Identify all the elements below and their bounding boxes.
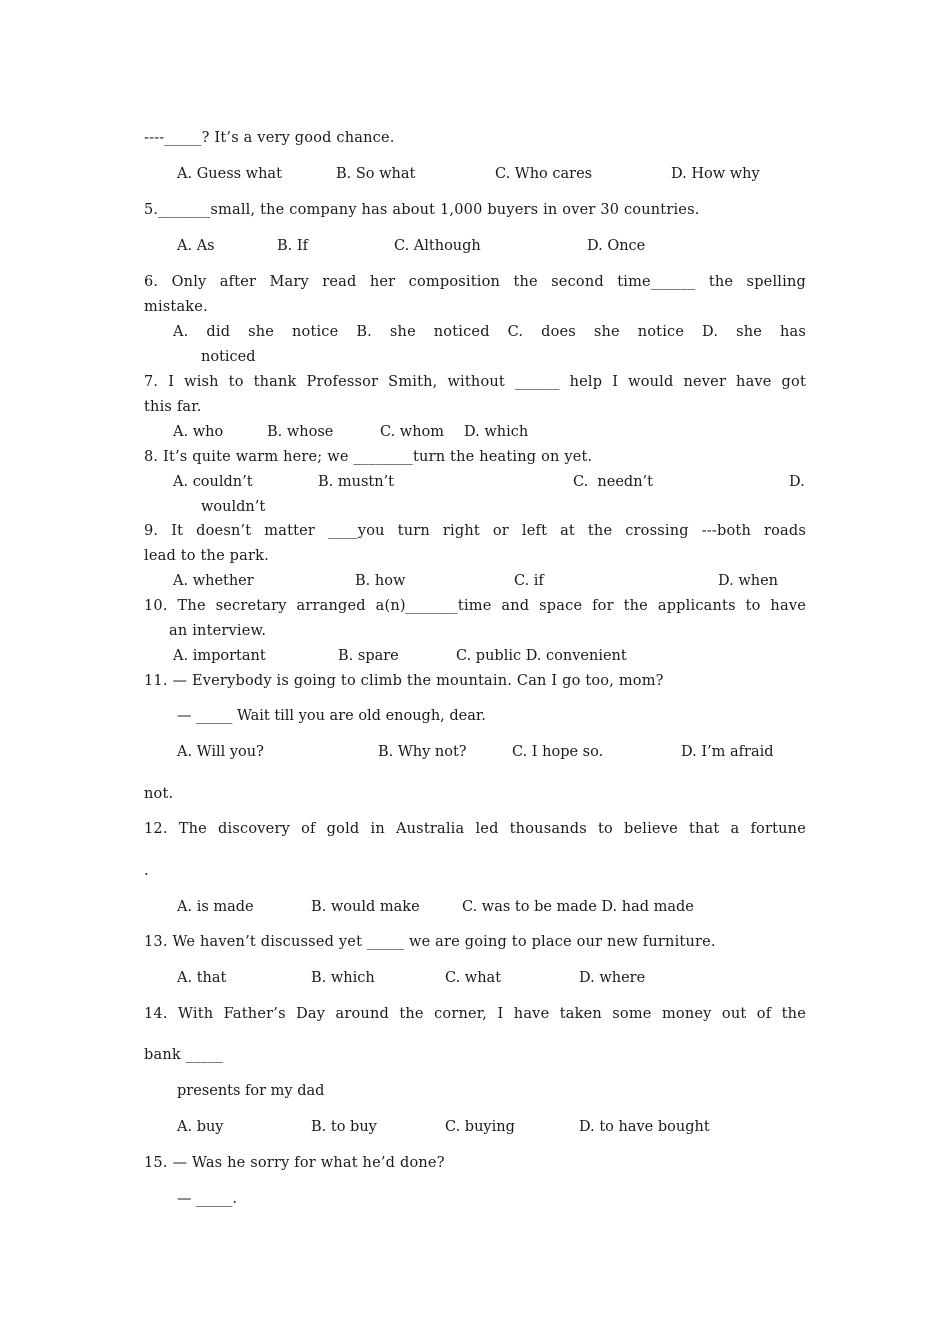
q10-option-b: B. spare <box>338 648 399 664</box>
q7-option-a: A. who <box>173 424 224 440</box>
q14-option-c: C. buying <box>445 1119 515 1135</box>
q9-option-a: A. whether <box>173 573 254 589</box>
q11-option-b: B. Why not? <box>378 744 467 760</box>
q7-option-c: C. whom <box>380 424 445 440</box>
q9-option-c: C. if <box>514 573 544 589</box>
q6-stem-line2: mistake. <box>144 299 208 315</box>
q15-stem: 15. — Was he sorry for what he’d done? <box>144 1155 445 1171</box>
q8-stem: 8. It’s quite warm here; we ________turn the heating on yet. <box>144 449 593 465</box>
q5-option-a: A. As <box>177 238 215 254</box>
q11-option-c: C. I hope so. <box>512 744 604 760</box>
q14-stem-end: presents for my dad <box>177 1083 325 1099</box>
q12-stem-end: . <box>144 863 149 879</box>
q13-option-c: C. what <box>445 970 502 986</box>
q6-options: A. did she notice B. she noticed C. does she notice D. she has <box>173 324 806 340</box>
q9-option-d: D. when <box>718 573 778 589</box>
q11-option-d-cont: not. <box>144 786 174 802</box>
q14-option-a: A. buy <box>177 1119 224 1135</box>
q13-option-a: A. that <box>177 970 227 986</box>
q15-reply: — _____. <box>177 1191 237 1207</box>
q9-stem-line1: 9. It doesn’t matter ____you turn right or left at the crossing ---both roads <box>144 523 806 539</box>
q7-stem-line2: this far. <box>144 399 202 415</box>
q8-option-c: C. needn’t <box>573 474 653 490</box>
q11-reply: — _____ Wait till you are old enough, dear. <box>177 708 486 724</box>
q4-stem: ----_____? It’s a very good chance. <box>144 130 395 146</box>
q5-stem: 5._______small, the company has about 1,000 buyers in over 30 countries. <box>144 202 700 218</box>
q5-option-c: C. Although <box>394 238 481 254</box>
q12-stem: 12. The discovery of gold in Australia led thousands to believe that a fortune <box>144 821 806 837</box>
q11-option-a: A. Will you? <box>177 744 264 760</box>
q12-option-b: B. would make <box>311 899 420 915</box>
q8-option-d: D. <box>789 474 805 490</box>
q10-stem-line2: an interview. <box>169 623 267 639</box>
q4-option-a: A. Guess what <box>177 166 282 182</box>
q14-stem-cont: bank _____ <box>144 1047 223 1063</box>
q14-stem: 14. With Father’s Day around the corner, I have taken some money out of the <box>144 1006 806 1022</box>
q7-option-b: B. whose <box>267 424 334 440</box>
q7-option-d: D. which <box>464 424 529 440</box>
q12-option-a: A. is made <box>177 899 254 915</box>
q8-option-a: A. couldn’t <box>173 474 253 490</box>
q14-option-b: B. to buy <box>311 1119 377 1135</box>
q5-option-b: B. If <box>277 238 308 254</box>
q5-option-d: D. Once <box>587 238 646 254</box>
q8-option-b: B. mustn’t <box>318 474 395 490</box>
q13-stem: 13. We haven’t discussed yet _____ we are going to place our new furniture. <box>144 934 716 950</box>
q13-option-b: B. which <box>311 970 375 986</box>
q4-option-b: B. So what <box>336 166 416 182</box>
q12-option-c-d: C. was to be made D. had made <box>462 899 694 915</box>
q9-option-b: B. how <box>355 573 406 589</box>
q4-option-c: C. Who cares <box>495 166 593 182</box>
q8-option-d-text: wouldn’t <box>201 499 266 515</box>
q10-option-c-d: C. public D. convenient <box>456 648 627 664</box>
q13-option-d: D. where <box>579 970 646 986</box>
q6-options-cont: noticed <box>201 349 256 365</box>
q9-stem-line2: lead to the park. <box>144 548 269 564</box>
q11-stem: 11. — Everybody is going to climb the mountain. Can I go too, mom? <box>144 673 664 689</box>
q11-option-d: D. I’m afraid <box>681 744 774 760</box>
q10-option-a: A. important <box>173 648 266 664</box>
q4-option-d: D. How why <box>671 166 760 182</box>
q7-stem-line1: 7. I wish to thank Professor Smith, without ______ help I would never have got <box>144 374 806 390</box>
q14-option-d: D. to have bought <box>579 1119 710 1135</box>
q6-stem-line1: 6. Only after Mary read her composition the second time______ the spelling <box>144 274 806 290</box>
q10-stem-line1: 10. The secretary arranged a(n)_______time and space for the applicants to have <box>144 598 806 614</box>
